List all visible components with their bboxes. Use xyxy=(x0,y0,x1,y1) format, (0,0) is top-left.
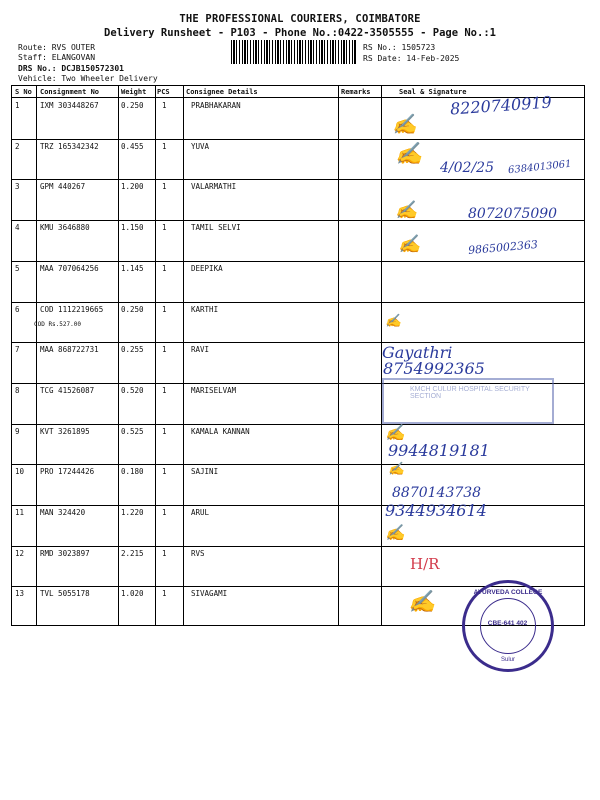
row-pcs: 1 xyxy=(162,345,167,355)
row-pcs: 1 xyxy=(162,101,167,110)
runsheet-subtitle: Delivery Runsheet - P103 - Phone No.:0422-3505555 - Page No.:1 xyxy=(104,27,496,39)
college-seal: AYURVEDA COLLEGE Sulur CBE-641 402 xyxy=(462,580,554,672)
signature-6: ✍ xyxy=(385,314,402,329)
row-consignment-no: TRZ 165342342 xyxy=(40,141,99,151)
row-divider xyxy=(12,464,584,465)
handwritten-phone-9: 9944819181 xyxy=(388,441,490,460)
handwritten-name-7: Gayathri xyxy=(382,343,453,362)
row-consignee: KAMALA KANNAN xyxy=(191,426,250,436)
signature-10: ✍ xyxy=(388,462,405,477)
row-consignment-no: IXM 303448267 xyxy=(40,101,99,110)
handwritten-date-2: 4/02/25 xyxy=(440,160,494,176)
row-weight: 1.150 xyxy=(121,223,144,233)
row-pcs: 1 xyxy=(162,263,167,273)
row-sno: 1 xyxy=(15,101,20,110)
row-consignee: TAMIL SELVI xyxy=(191,223,241,233)
signature-11: ✍ xyxy=(385,523,405,542)
row-consignee: YUVA xyxy=(191,141,210,151)
row-sno: 11 xyxy=(15,508,25,517)
col-consignment: Consignment No xyxy=(40,88,100,96)
row-sno: 12 xyxy=(15,548,25,558)
row-consignment-no: TVL 5055178 xyxy=(40,589,90,599)
row-sno: 3 xyxy=(15,182,20,192)
signature-13: ✍ xyxy=(408,590,436,615)
row-sno: 4 xyxy=(15,223,20,233)
row-divider xyxy=(12,139,584,140)
row-pcs: 1 xyxy=(162,508,167,517)
row-consignee: VALARMATHI xyxy=(191,182,237,192)
handwritten-phone-7: 8754992365 xyxy=(383,359,485,378)
row-sno: 9 xyxy=(15,426,20,436)
row-consignment-no: COD 1112219665 xyxy=(40,304,104,314)
row-cod-amount: COD Rs.527.00 xyxy=(34,320,81,328)
row-weight: 0.525 xyxy=(121,426,144,436)
handwritten-phone-1: 8220740919 xyxy=(449,92,553,119)
row-weight: 1.220 xyxy=(121,508,144,517)
row-sno: 8 xyxy=(15,385,20,395)
col-pcs: PCS xyxy=(157,88,170,96)
row-consignee: DEEPIKA xyxy=(191,263,223,273)
row-consignee: RVS xyxy=(191,548,205,558)
row-divider xyxy=(12,302,584,303)
signature-4: ✍ xyxy=(395,200,418,221)
row-consignee: KARTHI xyxy=(191,304,219,314)
rs-number: RS No.: 1505723 xyxy=(363,43,436,52)
drs-number: DRS No.: DCJB150572301 xyxy=(18,64,124,73)
runsheet-table xyxy=(11,85,585,626)
row-weight: 1.020 xyxy=(121,589,144,599)
row-pcs: 1 xyxy=(162,304,167,314)
row-sno: 6 xyxy=(15,304,20,314)
row-weight: 0.250 xyxy=(121,101,144,110)
row-divider xyxy=(12,179,584,180)
rs-date: RS Date: 14-Feb-2025 xyxy=(363,54,460,63)
handwritten-phone-11: 9344934614 xyxy=(385,501,487,520)
col-weight: Weight xyxy=(121,88,147,96)
row-weight: 0.255 xyxy=(121,345,144,355)
row-consignment-no: PRO 17244426 xyxy=(40,467,95,477)
row-consignment-no: RMD 3023897 xyxy=(40,548,90,558)
row-divider xyxy=(12,505,584,506)
row-weight: 1.145 xyxy=(121,263,144,273)
row-consignment-no: GPM 440267 xyxy=(40,182,86,192)
row-consignee: ARUL xyxy=(191,508,210,517)
row-sno: 13 xyxy=(15,589,25,599)
barcode xyxy=(231,40,357,64)
row-consignee: PRABHAKARAN xyxy=(191,101,241,110)
row-consignment-no: MAA 868722731 xyxy=(40,345,99,355)
row-weight: 0.180 xyxy=(121,467,144,477)
row-pcs: 1 xyxy=(162,548,167,558)
row-consignment-no: TCG 41526087 xyxy=(40,385,95,395)
row-pcs: 1 xyxy=(162,223,167,233)
row-pcs: 1 xyxy=(162,467,167,477)
row-sno: 7 xyxy=(15,345,20,355)
row-divider xyxy=(12,546,584,547)
row-pcs: 1 xyxy=(162,385,167,395)
row-consignment-no: MAN 324420 xyxy=(40,508,86,517)
row-weight: 0.520 xyxy=(121,385,144,395)
handwritten-note-12: H/R xyxy=(410,555,440,573)
row-pcs: 1 xyxy=(162,182,167,192)
signature-9: ✍ xyxy=(385,423,405,442)
row-consignment-no: KVT 3261895 xyxy=(40,426,90,436)
row-sno: 10 xyxy=(15,467,25,477)
row-weight: 0.455 xyxy=(121,141,144,151)
handwritten-phone-2: 6384013061 xyxy=(507,158,573,177)
row-pcs: 1 xyxy=(162,141,167,151)
row-pcs: 1 xyxy=(162,589,167,599)
vehicle: Vehicle: Two Wheeler Delivery xyxy=(18,74,158,83)
row-consignee: RAVI xyxy=(191,345,210,355)
col-consignee: Consignee Details xyxy=(186,88,258,96)
row-consignment-no: MAA 707064256 xyxy=(40,263,99,273)
row-divider xyxy=(12,261,584,262)
row-sno: 5 xyxy=(15,263,20,273)
handwritten-phone-5: 9865002363 xyxy=(467,237,539,258)
row-weight: 1.200 xyxy=(121,182,144,192)
row-weight: 2.215 xyxy=(121,548,144,558)
row-divider xyxy=(12,342,584,343)
handwritten-phone-10: 8870143738 xyxy=(392,485,482,501)
signature-2: ✍ xyxy=(395,142,423,167)
col-remarks: Remarks xyxy=(341,88,371,96)
signature-5: ✍ xyxy=(398,234,421,255)
row-weight: 0.250 xyxy=(121,304,144,314)
handwritten-phone-4: 8072075090 xyxy=(468,206,558,222)
row-consignment-no: KMU 3646880 xyxy=(40,223,90,233)
row-pcs: 1 xyxy=(162,426,167,436)
row-consignee: MARISELVAM xyxy=(191,385,237,395)
signature-1: ✍ xyxy=(392,112,417,136)
row-consignee: SIVAGAMI xyxy=(191,589,228,599)
staff: Staff: ELANGOVAN xyxy=(18,53,96,62)
company-title: THE PROFESSIONAL COURIERS, COIMBATORE xyxy=(179,13,421,25)
security-stamp: KMCH CULUR HOSPITAL SECURITY SECTION xyxy=(382,378,554,424)
route: Route: RVS OUTER xyxy=(18,43,96,52)
col-sno: S No xyxy=(15,88,32,96)
row-consignee: SAJINI xyxy=(191,467,219,477)
col-signature: Seal & Signature xyxy=(399,88,467,96)
row-sno: 2 xyxy=(15,141,20,151)
